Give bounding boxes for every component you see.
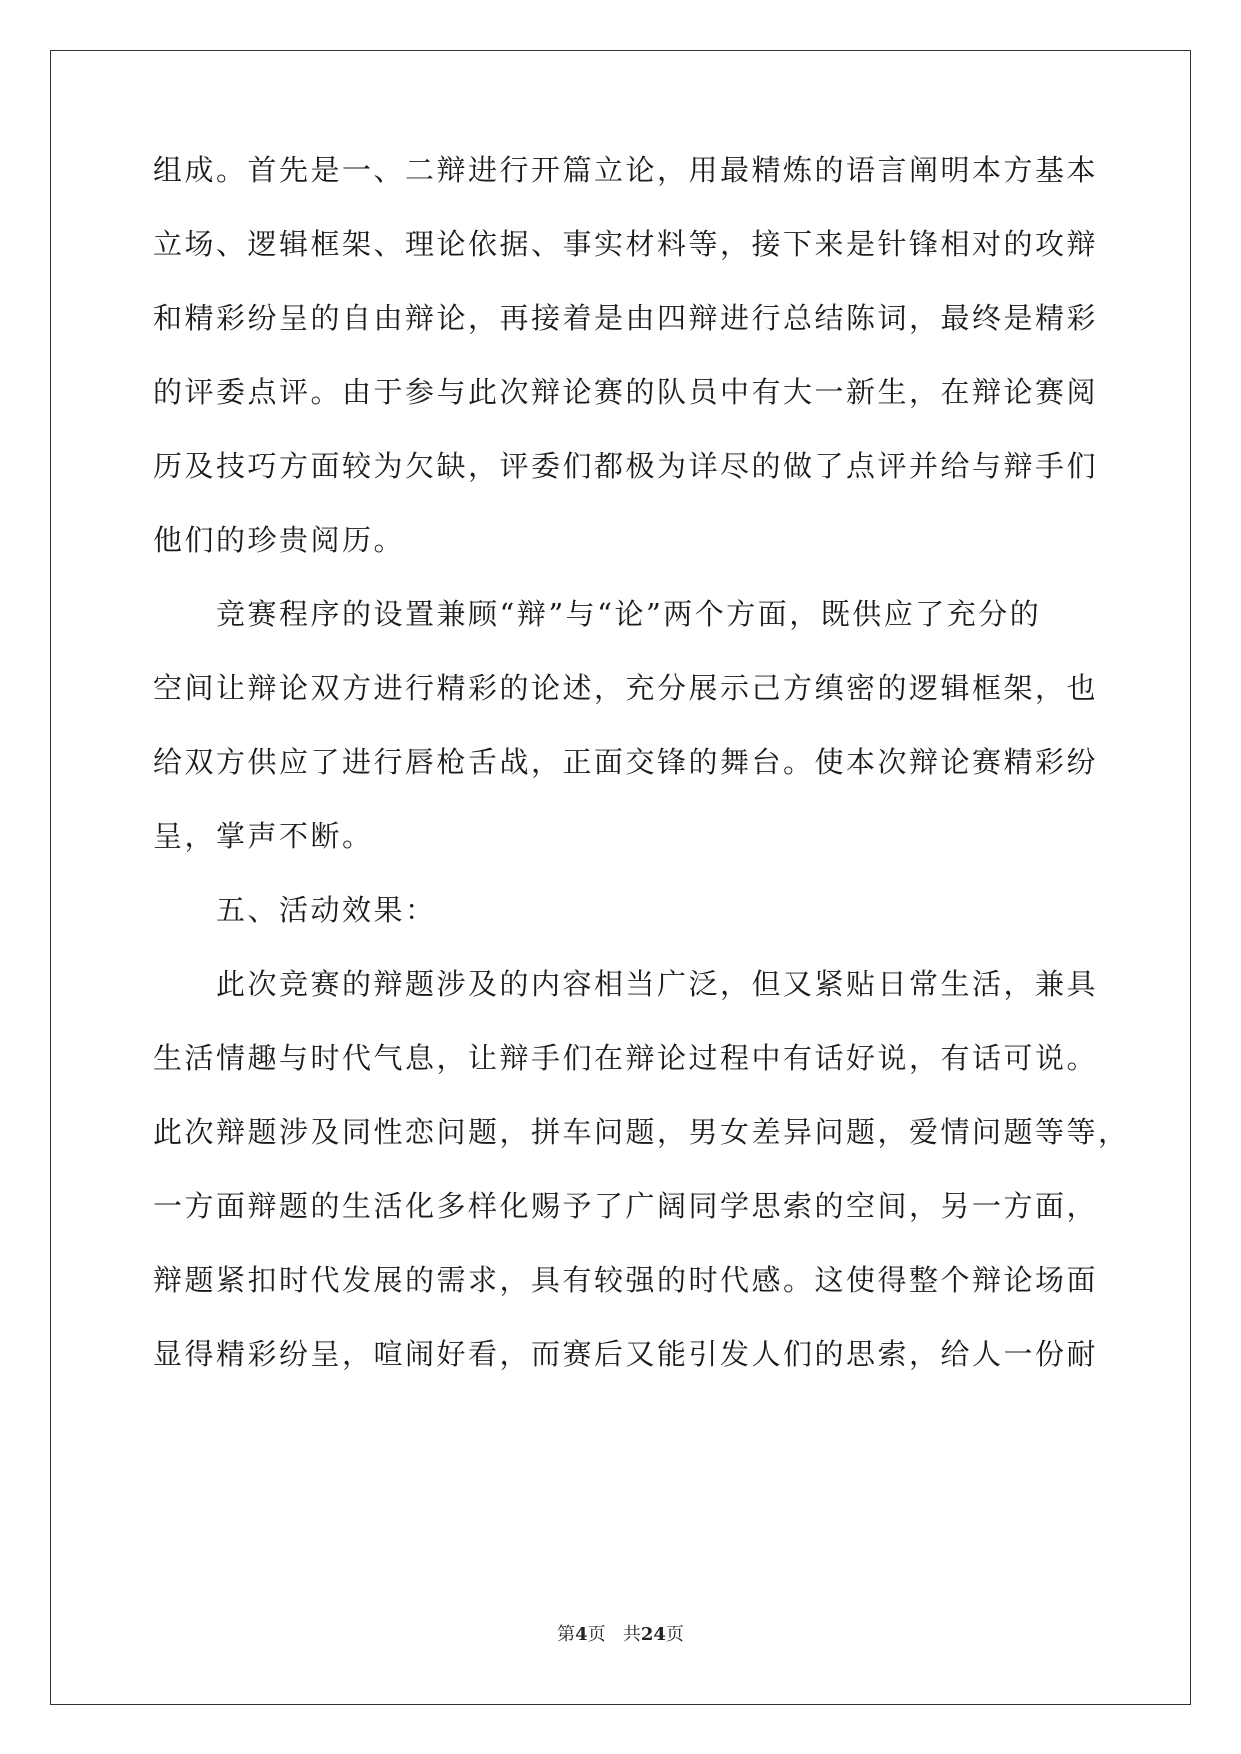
total-pages: 24	[640, 1624, 666, 1645]
footer-prefix: 第	[557, 1624, 576, 1645]
text-line: 此次竞赛的辩题涉及的内容相当广泛，但又紧贴日常生活，兼具	[153, 967, 1099, 1001]
text-line: 竞赛程序的设置兼顾“辩”与“论”两个方面，既供应了充分的	[153, 597, 1042, 631]
text-line: 显得精彩纷呈，喧闹好看，而赛后又能引发人们的思索，给人一份耐	[153, 1337, 1099, 1371]
text-line: 的评委点评。由于参与此次辩论赛的队员中有大一新生，在辩论赛阅	[153, 375, 1099, 409]
section-heading: 五、活动效果：	[153, 893, 437, 927]
footer-total-unit: 页	[665, 1624, 684, 1645]
text-line: 空间让辩论双方进行精彩的论述，充分展示己方缜密的逻辑框架，也	[153, 671, 1099, 705]
text-line: 呈，掌声不断。	[153, 819, 374, 853]
text-line: 立场、逻辑框架、理论依据、事实材料等，接下来是针锋相对的攻辩	[153, 227, 1099, 261]
text-line: 和精彩纷呈的自由辩论，再接着是由四辩进行总结陈词，最终是精彩	[153, 301, 1099, 335]
text-line: 此次辩题涉及同性恋问题，拼车问题，男女差异问题，爱情问题等等，	[153, 1115, 1130, 1149]
text-line: 给双方供应了进行唇枪舌战，正面交锋的舞台。使本次辩论赛精彩纷	[153, 745, 1099, 779]
text-line: 他们的珍贵阅历。	[153, 523, 406, 557]
page-footer	[0, 1620, 1241, 1646]
footer-page-unit: 页	[587, 1624, 606, 1645]
text-line: 历及技巧方面较为欠缺，评委们都极为详尽的做了点评并给与辩手们	[153, 449, 1099, 483]
page-number: 4	[575, 1624, 588, 1645]
text-line: 生活情趣与时代气息，让辩手们在辩论过程中有话好说，有话可说。	[153, 1041, 1099, 1075]
text-line: 一方面辩题的生活化多样化赐予了广阔同学思索的空间，另一方面，	[153, 1189, 1099, 1223]
text-line: 辩题紧扣时代发展的需求，具有较强的时代感。这使得整个辩论场面	[153, 1263, 1099, 1297]
footer-total-prefix: 共	[622, 1624, 641, 1645]
text-line: 组成。首先是一、二辩进行开篇立论，用最精炼的语言阐明本方基本	[153, 153, 1099, 187]
